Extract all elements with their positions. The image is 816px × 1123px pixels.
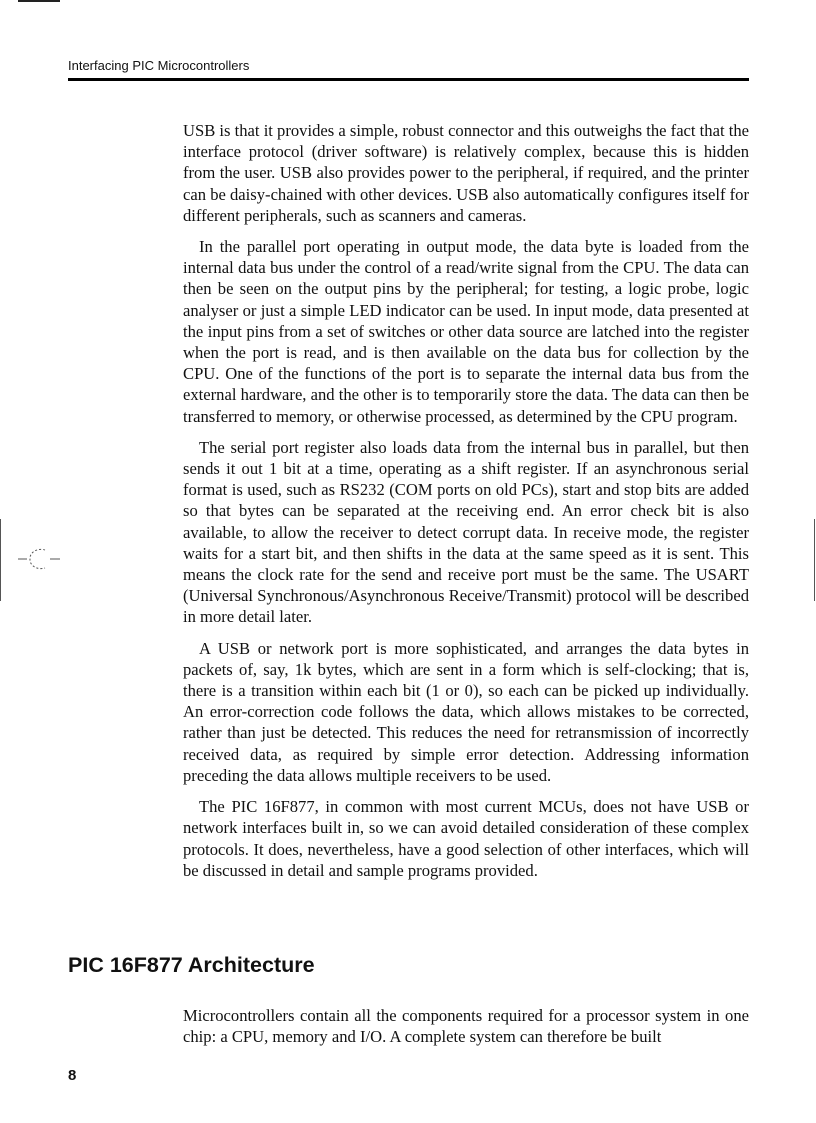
crop-mark-top (18, 0, 60, 2)
page-number: 8 (68, 1067, 77, 1084)
margin-bar-right (814, 519, 815, 601)
body-text (183, 120, 749, 891)
registration-mark-icon (18, 546, 62, 577)
paragraph: USB is that it provides a simple, robust connector and this outweighs the fact that the interface protocol (driver software) is relatively complex, because this is hidden from the user. USB also provides power to the peripheral, if required, and the printer can be daisy-chained with other devices. USB also automatically configures itself for different peripherals, such as scanners and cameras. (183, 121, 749, 225)
paragraph: The PIC 16F877, in common with most current MCUs, does not have USB or network interfaces built in, so we can avoid detailed consideration of these complex protocols. It does, nevertheless, have a good selection of other interfaces, which will be discussed in detail and sample programs provided. (183, 797, 749, 880)
section-heading: PIC 16F877 Architecture (68, 953, 315, 977)
section-intro-paragraph: Microcontrollers contain all the components required for a processor system in one chip: a CPU, memory and I/O. A complete system can therefore be built (183, 1006, 749, 1047)
header-rule (68, 78, 749, 81)
paragraph: The serial port register also loads data from the internal bus in parallel, but then sends it out 1 bit at a time, operating as a shift register. If an asynchronous serial format is used, such as RS232 (COM ports on old PCs), start and stop bits are added so that bytes can be separated at the receiving end. An error check bit is also available, to allow the receiver to detect corrupt data. In receive mode, the register waits for a start bit, and then shifts in the data at the same speed as it is sent. This means the clock rate for the send and receive port must be the same. The USART (Universal Synchronous/Asynchronous Receive/Transmit) protocol will be described in more detail later. (183, 437, 749, 627)
margin-bar-left (0, 519, 1, 601)
running-header: Interfacing PIC Microcontrollers (68, 58, 250, 73)
paragraph: In the parallel port operating in output mode, the data byte is loaded from the internal data bus under the control of a read/write signal from the CPU. The data can then be seen on the output pins by the peripheral; for testing, a logic probe, logic analyser or just a simple LED indicator can be used. In input mode, data presented at the input pins from a set of switches or other data source are latched into the register when the port is read, and is then available on the data bus for collection by the CPU. One of the functions of the port is to separate the internal data bus from the external hardware, and the other is to temporarily store the data. The data can then be transferred to memory, or otherwise processed, as determined by the CPU program. (183, 237, 749, 426)
paragraph: A USB or network port is more sophisticated, and arranges the data bytes in packets of, say, 1k bytes, which are sent in a form which is self-clocking; that is, there is a transition within each bit (1 or 0), so each can be picked up individually. An error-correction code follows the data, which allows mistakes to be corrected, rather than just be detected. This reduces the need for retransmission of incorrectly received data, as required by simple error detection. Addressing information preceding the data allows multiple receivers to be used. (183, 638, 749, 785)
